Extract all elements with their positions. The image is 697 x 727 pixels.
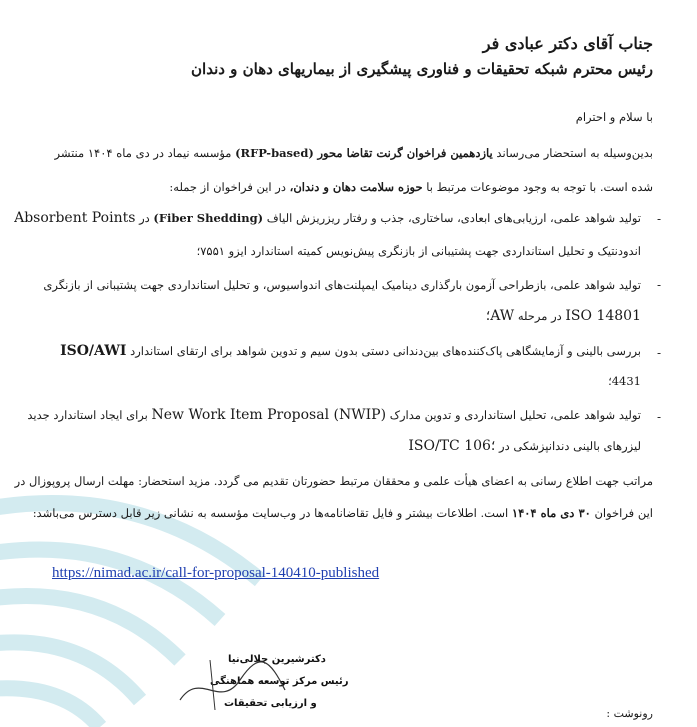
signature-title-2: و ارزیابی تحقیقات xyxy=(224,698,317,709)
bullet-2-line-2: ISO 14801 در مرحله AW؛ xyxy=(485,308,641,324)
bullet-3-line-2: 4431؛ xyxy=(608,374,641,388)
bullet-4-line-2: لیزرهای بالینی دندانپزشکی در ISO/TC 106؛ xyxy=(408,438,641,454)
signature-name: دکترشیرین جلالی‌نیا xyxy=(228,654,326,665)
bullet-dash-2: - xyxy=(656,278,661,292)
recipient-name: جناب آقای دکتر عبادی فر xyxy=(482,34,653,53)
bullet-dash-1: - xyxy=(656,212,661,226)
closing-line-2: این فراخوان ۳۰ دی ماه ۱۴۰۴ است. اطلاعات بیشتر و فایل تقاضانامه‌ها در وب‌سایت مؤسسه به نشانی زیر قابل دسترس می‌باشد: xyxy=(32,506,653,520)
closing-line-1: مراتب جهت اطلاع رسانی به اعضای هیأت علمی و محققان مرتبط حضورتان تقدیم می گردد. مزید استحضار: مهلت ارسال پروپوزال در xyxy=(14,474,653,488)
bullet-1-line-2: اندودنتیک و تحلیل استانداردی جهت پشتیبانی از بازنگری پیش‌نویس کمیته استاندارد ایزو ۷۵۵۱؛ xyxy=(196,244,641,258)
greeting: با سلام و احترام xyxy=(575,110,653,124)
bullet-4-line-1: تولید شواهد علمی، تحلیل استانداردی و تدوین مدارک New Work Item Proposal (NWIP) برای ایجاد استاندارد جدید xyxy=(27,407,641,423)
intro-line-2: شده است. با توجه به وجود موضوعات مرتبط با حوزه سلامت دهان و دندان، در این فراخوان از جمله: xyxy=(169,180,653,194)
handwritten-signature-icon xyxy=(170,640,290,720)
bullet-dash-3: - xyxy=(656,346,661,360)
call-for-proposal-link[interactable]: https://nimad.ac.ir/call-for-proposal-140410-published xyxy=(52,565,380,581)
bullet-dash-4: - xyxy=(656,410,661,424)
bullet-2-line-1: تولید شواهد علمی، بازطراحی آزمون بارگذاری دینامیک ایمپلنت‌های اندواسیوس، و تحلیل استانداردی جهت پشتیبانی از بازنگری xyxy=(43,278,641,292)
bullet-1-line-1: تولید شواهد علمی، ارزیابی‌های ابعادی، ساختاری، جذب و رفتار ریزریزش الیاف (Fiber Shedding) در Absorbent Points xyxy=(14,210,641,226)
signature-title-1: رئیس مرکز توسعه هماهنگی xyxy=(210,676,349,687)
cc-label: رونوشت : xyxy=(606,707,653,720)
bullet-3-line-1: بررسی بالینی و آزمایشگاهی پاک‌کننده‌های بین‌دندانی دستی بدون سیم و تدوین شواهد برای ارتقای استاندارد ISO/AWI xyxy=(60,343,641,359)
intro-line-1: بدین‌وسیله به استحضار می‌رساند یازدهمین فراخوان گرنت تقاضا محور (RFP-based) مؤسسه نیماد در دی ماه ۱۴۰۴ منتشر xyxy=(54,146,653,160)
recipient-title: رئیس محترم شبکه تحقیقات و فناوری پیشگیری از بیماریهای دهان و دندان xyxy=(191,60,653,78)
